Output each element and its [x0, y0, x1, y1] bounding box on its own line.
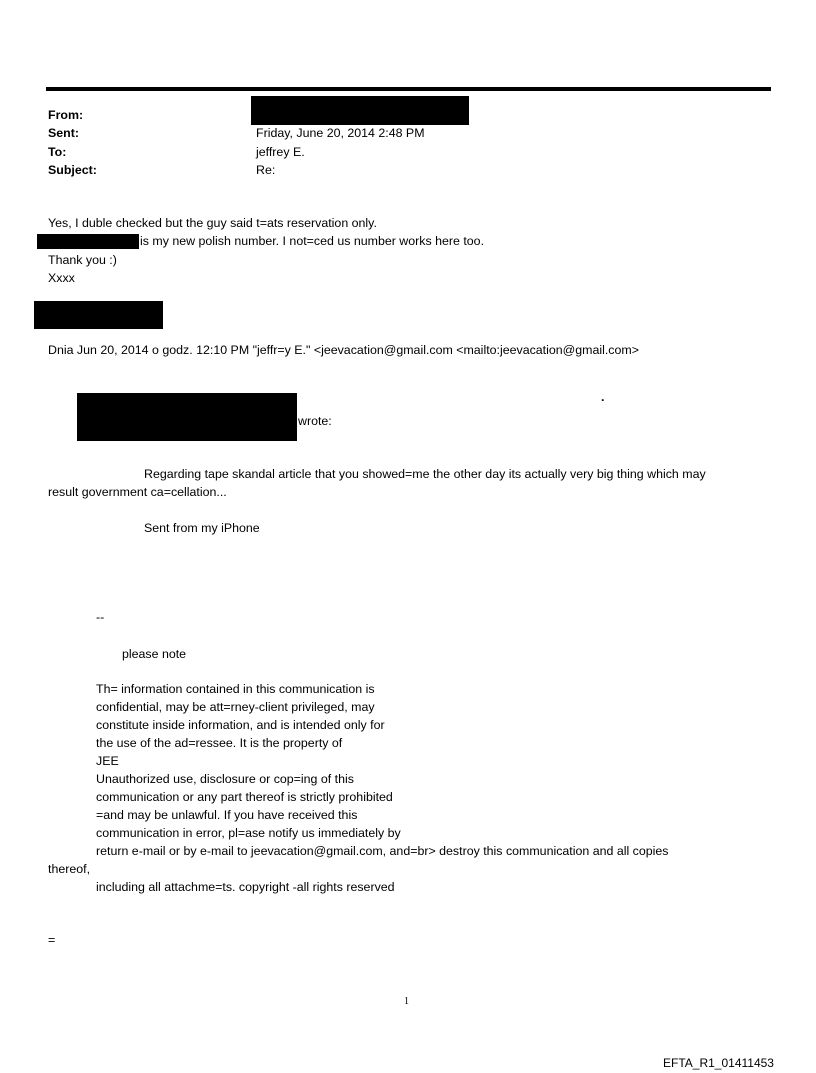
subject-value: Re: — [256, 163, 276, 177]
sent-from-iphone: Sent from my iPhone — [144, 521, 260, 535]
to-value: jeffrey E. — [256, 145, 305, 159]
bates-number: EFTA_R1_01411453 — [663, 1056, 774, 1070]
sent-label: Sent: — [48, 126, 79, 140]
disclaimer-line: Unauthorized use, disclosure or cop=ing of this — [96, 772, 354, 786]
page-number: 1 — [404, 996, 409, 1007]
body-line-1: Yes, I duble checked but the guy said t=ats reservation only. — [48, 216, 377, 230]
subject-label: Subject: — [48, 163, 97, 177]
disclaimer-line: =and may be unlawful. If you have received this — [96, 808, 358, 822]
disclaimer-line: Th= information contained in this communication is — [96, 682, 375, 696]
disclaimer-line: JEE — [96, 754, 119, 768]
please-note: please note — [122, 647, 187, 661]
disclaimer-line: constitute inside information, and is intended only for — [96, 718, 385, 732]
disclaimer-last-line: including all attachme=ts. copyright -all rights reserved — [96, 880, 395, 894]
stray-dot: . — [601, 390, 605, 404]
trailing-equals: = — [48, 933, 56, 947]
signature-dashes: -- — [96, 610, 105, 624]
to-label: To: — [48, 145, 67, 159]
disclaimer-thereof: thereof, — [48, 862, 91, 876]
disclaimer-line: confidential, may be att=rney-client privileged, may — [96, 700, 375, 714]
disclaimer-line: the use of the ad=ressee. It is the property of — [96, 736, 343, 750]
body-line-3: Thank you :) — [48, 253, 117, 267]
quoted-line-2: result government ca=cellation... — [48, 485, 227, 499]
redaction-quote-sender — [77, 393, 297, 441]
disclaimer-line: communication or any part thereof is strictly prohibited — [96, 790, 393, 804]
redaction-signature — [34, 301, 163, 329]
wrote-label: wrote: — [298, 414, 332, 428]
quoted-line-1: Regarding tape skandal article that you showed=me the other day its actually very big thing which may — [144, 467, 706, 481]
disclaimer-line: communication in error, pl=ase notify us immediately by — [96, 826, 401, 840]
redaction-phone — [37, 234, 139, 249]
header-rule — [46, 87, 771, 91]
redaction-from — [251, 96, 469, 125]
body-line-2: is my new polish number. I not=ced us number works here too. — [140, 234, 485, 248]
body-line-4: Xxxx — [48, 271, 75, 285]
disclaimer-line: return e-mail or by e-mail to jeevacation@gmail.com, and=br> destroy this communication and all copies — [96, 844, 669, 858]
sent-value: Friday, June 20, 2014 2:48 PM — [256, 126, 425, 140]
from-label: From: — [48, 108, 84, 122]
quote-header: Dnia Jun 20, 2014 o godz. 12:10 PM "jeffr=y E." <jeevacation@gmail.com <mailto:jeevacation@gmail.com> — [48, 343, 639, 357]
